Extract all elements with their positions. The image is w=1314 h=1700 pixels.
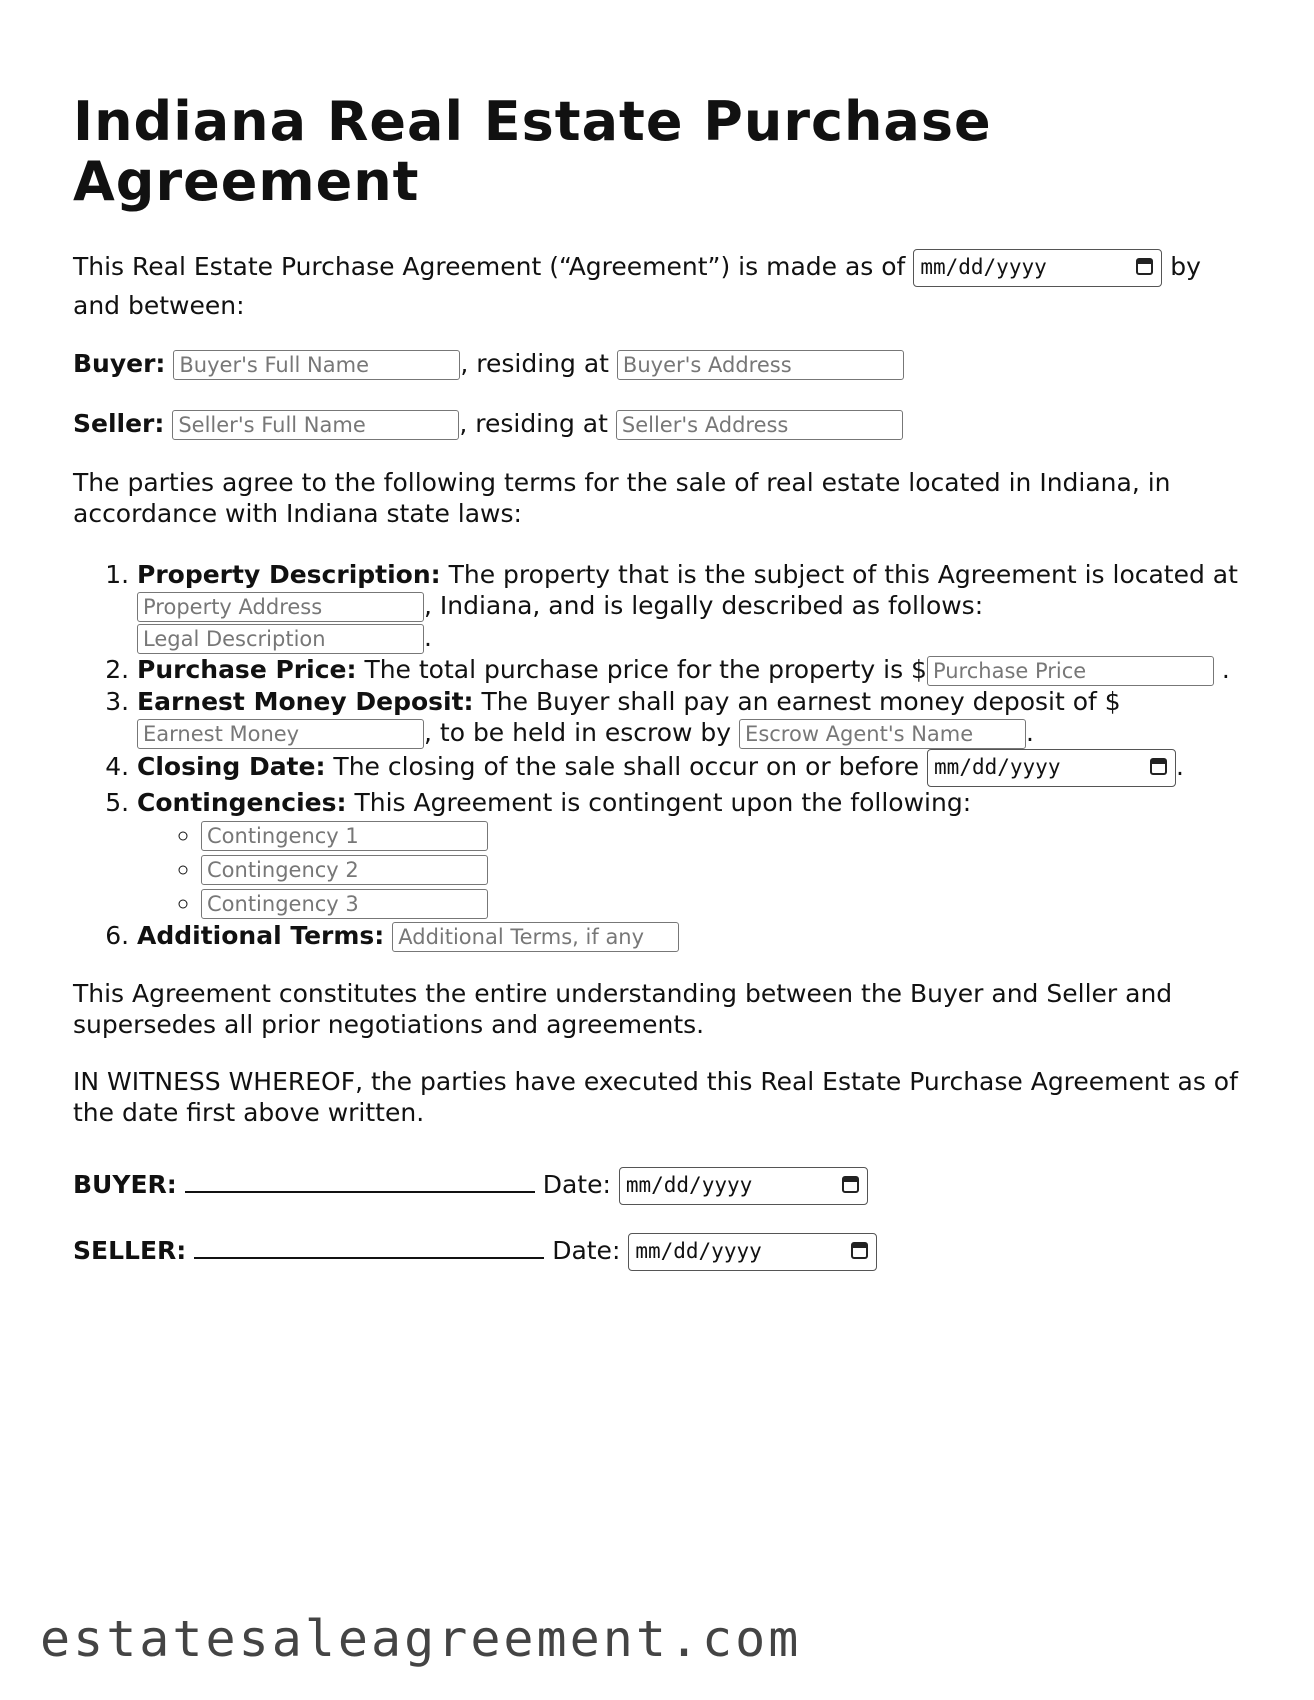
seller-name-input[interactable] bbox=[172, 410, 459, 440]
buyer-name-input[interactable] bbox=[173, 350, 460, 380]
buyer-line: Buyer: Buyer's Full Name , residing at Buyer's Address bbox=[73, 347, 1248, 381]
terms-list bbox=[73, 559, 1248, 952]
property-address-input[interactable] bbox=[137, 592, 424, 622]
contingencies-list bbox=[137, 818, 1248, 920]
agreement-form bbox=[73, 92, 1248, 1270]
contingency-3-input[interactable] bbox=[201, 889, 488, 919]
calendar-icon[interactable] bbox=[1136, 258, 1153, 275]
calendar-icon[interactable] bbox=[842, 1176, 859, 1193]
intro-paragraph: This Real Estate Purchase Agreement (“Agreement”) is made as of mm/dd/yyyy by and between: bbox=[73, 248, 1248, 325]
page-title: Indiana Real Estate Purchase Agreement bbox=[73, 90, 992, 213]
contingency-1-input[interactable] bbox=[201, 821, 488, 851]
list-item: 2. Purchase Price: The total purchase price for the property is $Purchase Price . bbox=[137, 654, 1248, 686]
list-item: 5. Contingencies: This Agreement is contingent upon the following: ◦ Contingency 1 ◦ Contingency 2 ◦ Contingency 3 bbox=[137, 787, 1248, 920]
earnest-money-input[interactable] bbox=[137, 719, 424, 749]
entire-agreement-paragraph: This Agreement constitutes the entire understanding between the Buyer and Seller and supersedes all prior negotiations and agreements. bbox=[73, 979, 1173, 1039]
list-item bbox=[201, 886, 1248, 920]
purchase-price-input[interactable] bbox=[927, 656, 1214, 686]
seller-date-input[interactable]: mm/dd/yyyy bbox=[628, 1233, 877, 1271]
buyer-signature-field[interactable] bbox=[185, 1169, 535, 1193]
seller-signature-field[interactable] bbox=[194, 1235, 544, 1259]
calendar-icon[interactable] bbox=[851, 1242, 868, 1259]
list-item bbox=[201, 818, 1248, 852]
seller-signature-line: SELLER: Date: mm/dd/yyyy bbox=[73, 1232, 1248, 1270]
list-item: 6. Additional Terms: Additional Terms, if any bbox=[137, 920, 1248, 952]
contingency-2-input[interactable] bbox=[201, 855, 488, 885]
list-item: 3. Earnest Money Deposit: The Buyer shall pay an earnest money deposit of $ Earnest Money, to be held in escrow by Escrow Agent's Name . bbox=[137, 686, 1248, 749]
escrow-agent-input[interactable] bbox=[739, 719, 1026, 749]
legal-description-input[interactable] bbox=[137, 624, 424, 654]
footer-watermark: estatesaleagreement.com bbox=[40, 1610, 802, 1668]
agreement-date-input[interactable]: mm/dd/yyyy bbox=[913, 249, 1162, 287]
closing-date-input[interactable]: mm/dd/yyyy bbox=[927, 749, 1176, 787]
list-item bbox=[201, 852, 1248, 886]
buyer-date-input[interactable]: mm/dd/yyyy bbox=[619, 1167, 868, 1205]
list-item: 4. Closing Date: The closing of the sale shall occur on or before mm/dd/yyyy . bbox=[137, 749, 1248, 787]
list-item: 1. Property Description: The property that is the subject of this Agreement is located at Property Address, Indiana, and is legally described as follows: Legal Description. bbox=[137, 559, 1248, 654]
calendar-icon[interactable] bbox=[1150, 758, 1167, 775]
buyer-signature-line: BUYER: Date: mm/dd/yyyy bbox=[73, 1166, 1248, 1204]
seller-address-input[interactable] bbox=[616, 410, 903, 440]
additional-terms-input[interactable] bbox=[392, 922, 679, 952]
terms-intro: The parties agree to the following terms for the sale of real estate located in Indiana, in accordance with Indiana state laws: bbox=[73, 468, 1171, 528]
buyer-address-input[interactable] bbox=[617, 350, 904, 380]
seller-line: Seller: Seller's Full Name , residing at Seller's Address bbox=[73, 407, 1248, 441]
witness-paragraph: IN WITNESS WHEREOF, the parties have executed this Real Estate Purchase Agreement as of the date first above written. bbox=[73, 1067, 1238, 1127]
